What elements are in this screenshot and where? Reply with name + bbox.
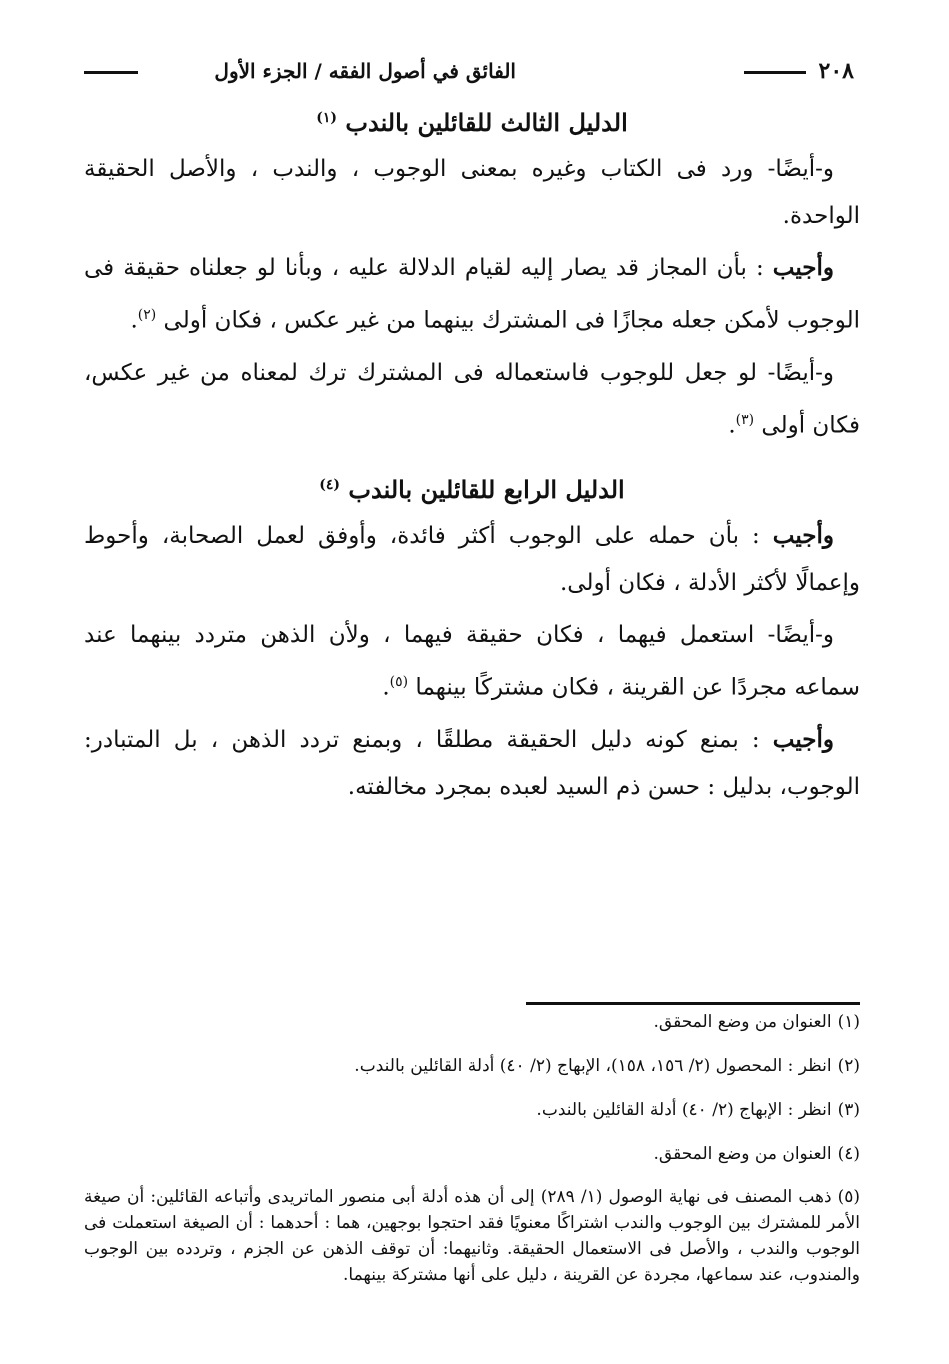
paragraph: وأجيب : بأن حمله على الوجوب أكثر فائدة، وأوفق لعمل الصحابة، وأحوط وإعمالًا لأكثر الأدلة ، فكان أولى. (84, 522, 860, 597)
footnote: (٥)ذهب المصنف فى نهاية الوصول (١/ ٢٨٩) إلى أن هذه أدلة أبى منصور الماتريدى وأتباعه القائلين: أن صيغة الأمر للمشترك بين الوجوب والندب اشتراكًا معنويًا فقد احتجوا بوجهين، هما : أحدهما : أن الصيغة استعملت فى الوجوب والندب ، والأصل فى الاستعمال الحقيقة. وثانيهما: أن توقف الذهن عن الجزم ، وتردده بين الوجوب والمندوب، عند سماعها، مجردة عن القرينة ، دليل على أنها مشتركة بينهما. (84, 1187, 860, 1285)
header-rule-right (744, 71, 806, 74)
heading-note-ref: (١) (316, 110, 338, 126)
page-number: ٢٠٨ (818, 58, 854, 84)
header-rule-left (84, 71, 138, 74)
footnote-ref: (٣) (735, 411, 755, 428)
footnote: (٢)انظر : المحصول (٢/ ١٥٦، ١٥٨)، الإبهاج (٢/ ٤٠) أدلة القائلين بالندب. (354, 1056, 860, 1076)
paragraph: وأجيب : بمنع كونه دليل الحقيقة مطلقًا ، وبمنع تردد الذهن ، بل المتبادر: الوجوب، بدليل : حسن ذم السيد لعبده بمجرد مخالفته. (84, 725, 860, 800)
section-heading-fourth-proof: الدليل الرابع للقائلين بالندب $^{(٤)}$ (319, 475, 625, 505)
running-header (84, 54, 854, 94)
footnote-ref: (٢) (137, 307, 157, 323)
footnote-ref: (٥) (389, 674, 409, 691)
paragraph: و-أيضًا- استعمل فيهما ، فكان حقيقة فيهما ، ولأن الذهن متردد بينهما عند سماعه مجردًا عن القرينة ، فكان مشتركًا بينهما $^{(٥)}$. (84, 622, 860, 701)
section-heading-third-proof: الدليل الثالث للقائلين بالندب $^{(١)}$ (316, 108, 628, 137)
paragraph: و-أيضًا- لو جعل للوجوب فاستعماله فى المشترك ترك لمعناه من غير عكس، فكان أولى $^{(٣)}$. (84, 359, 860, 439)
footnote: (٤)العنوان من وضع المحقق. (653, 1144, 860, 1164)
book-title: الفائق في أصول الفقه / الجزء الأول (214, 59, 516, 83)
paragraph: وأجيب : بأن المجاز قد يصار إليه لقيام الدلالة عليه ، وبأنا لو جعلناه حقيقة فى الوجوب لأمكن جعله مجازًا فى المشترك بينهما من غير عكس ، فكان أولى $^{(٢)}$. (84, 254, 860, 334)
heading-note-ref: (٤) (319, 477, 341, 494)
footnotes (84, 1010, 860, 1288)
footnote-separator (526, 1002, 860, 1005)
footnote: (١)العنوان من وضع المحقق. (653, 1012, 860, 1032)
paragraph: و-أيضًا- ورد فى الكتاب وغيره بمعنى الوجوب ، والندب ، والأصل الحقيقة الواحدة. (84, 156, 860, 229)
footnote: (٣)انظر : الإبهاج (٢/ ٤٠) أدلة القائلين بالندب. (536, 1100, 860, 1120)
main-text (84, 96, 860, 815)
